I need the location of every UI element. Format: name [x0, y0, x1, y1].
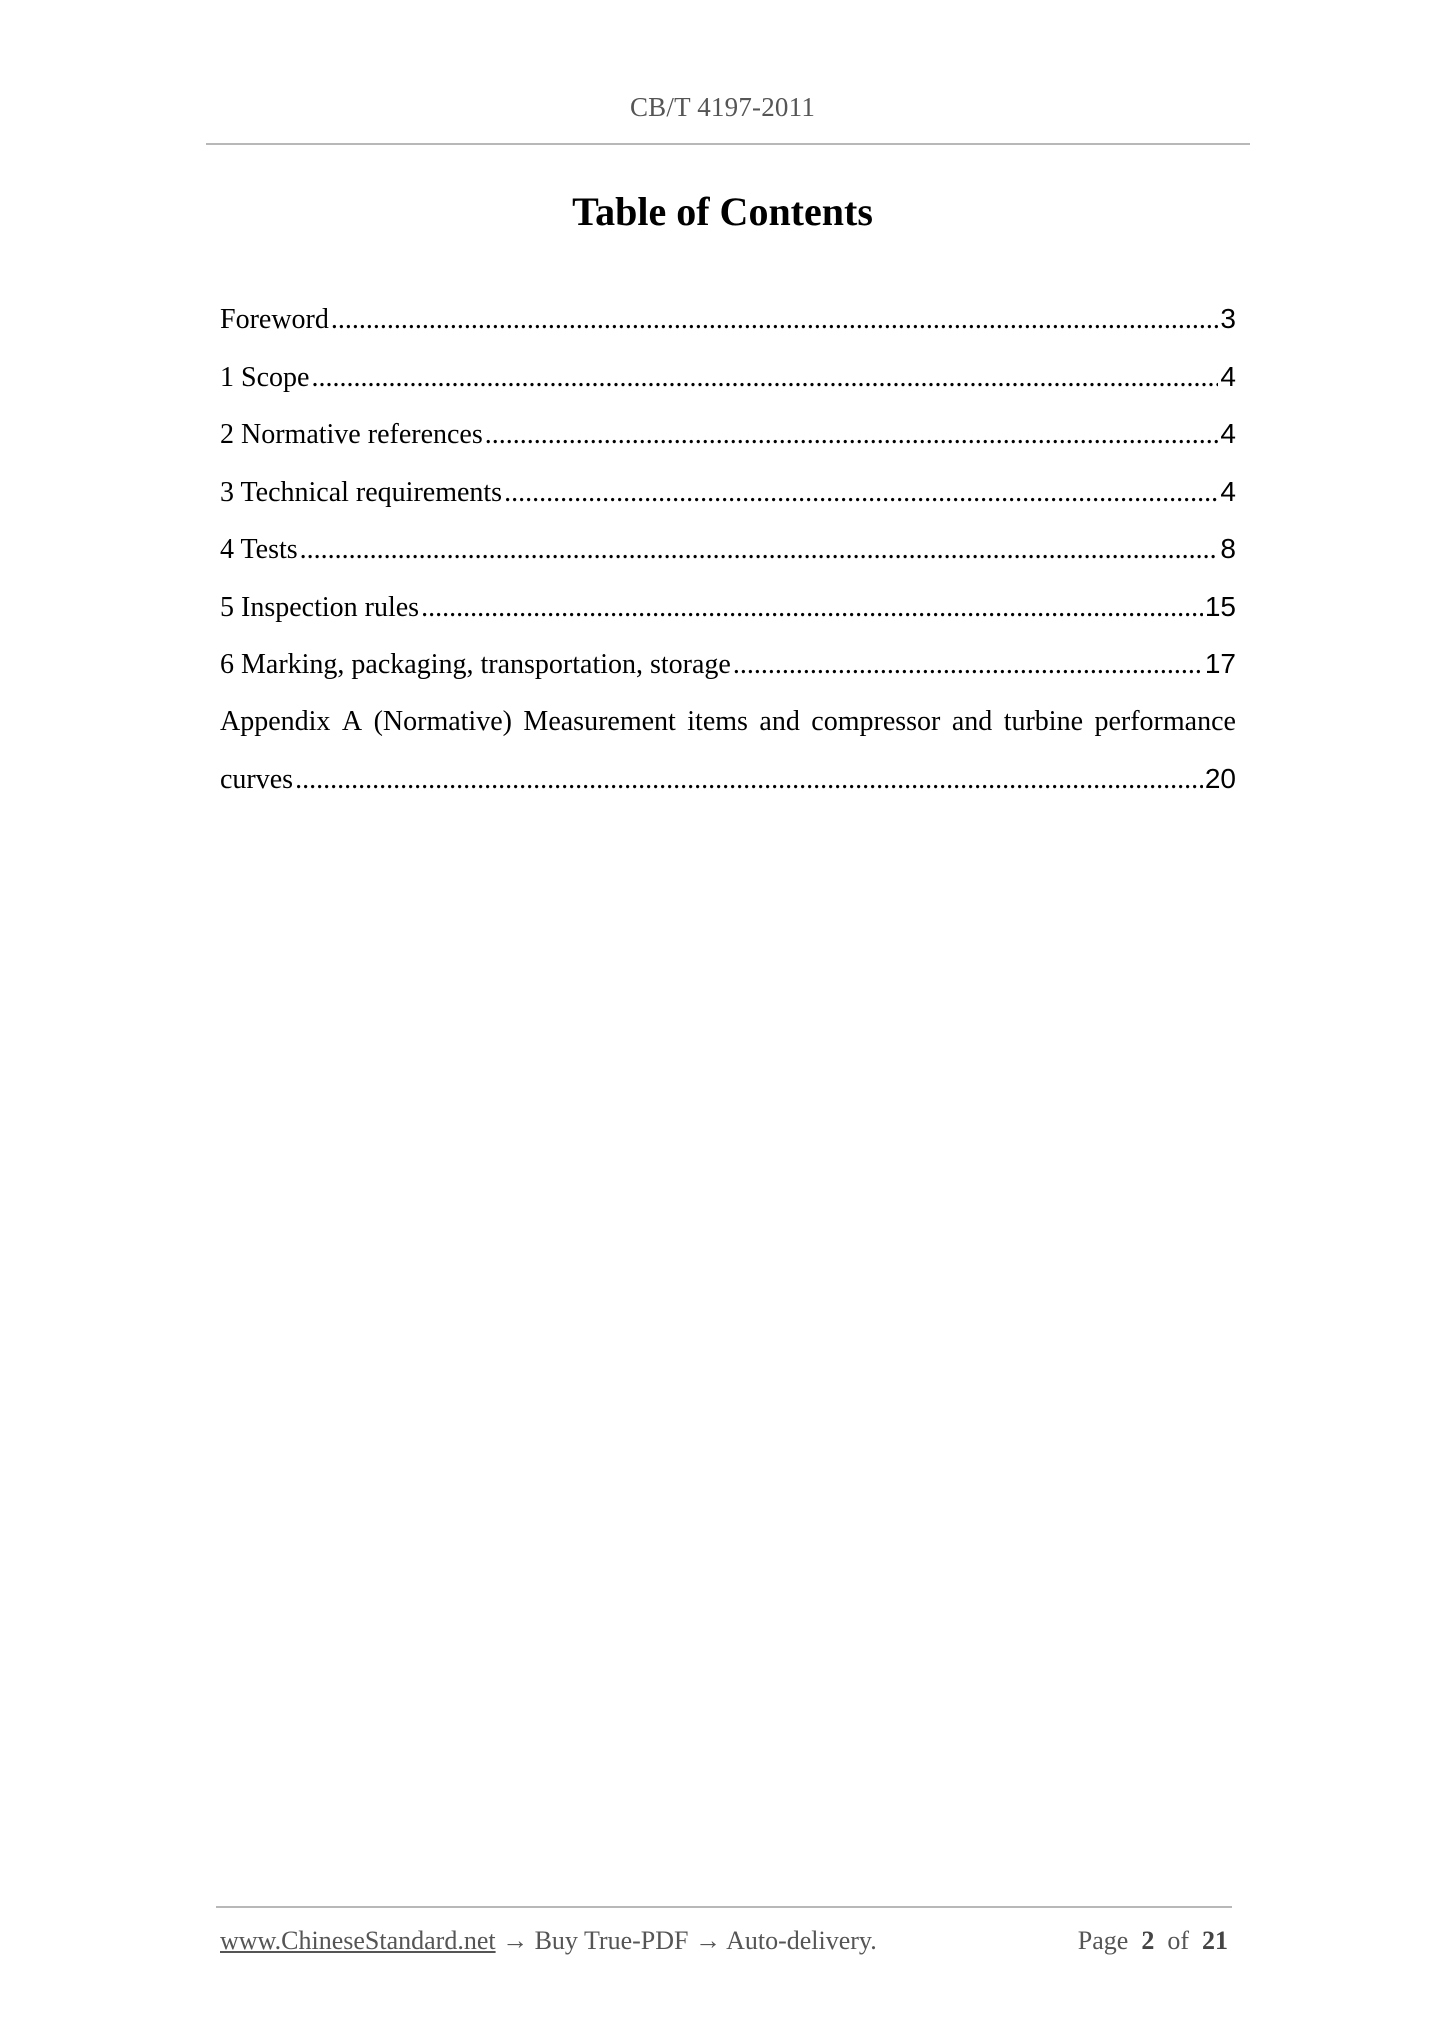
arrow-right-icon: → [695, 1926, 721, 1955]
toc-appendix-word: items [687, 705, 748, 737]
page-total: 21 [1202, 1926, 1228, 1955]
toc-entry-scope[interactable] [220, 348, 1236, 406]
footer-divider [216, 1906, 1232, 1908]
toc-appendix-word: compressor [811, 705, 941, 737]
toc-appendix-word: and [951, 705, 993, 737]
toc-appendix-word: Appendix [220, 705, 331, 737]
toc-appendix-word: Measurement [523, 705, 676, 737]
document-code-header: CB/T 4197-2011 [629, 92, 816, 122]
header-divider [206, 143, 1250, 145]
toc-entry-page: 8 [1220, 533, 1236, 564]
page-current: 2 [1141, 1926, 1155, 1955]
toc-entry-title: 4 Tests [220, 534, 298, 565]
arrow-right-icon: → [502, 1926, 529, 1955]
toc-entry-technical-requirements[interactable] [220, 463, 1236, 521]
toc-entry-page: 17 [1204, 648, 1236, 679]
toc-entry-tests[interactable] [220, 520, 1236, 578]
toc-leader-dots [311, 349, 1218, 407]
toc-entry-page: 4 [1220, 418, 1236, 449]
toc-leader-dots [331, 291, 1219, 349]
toc-entry-title: curves [220, 764, 294, 795]
toc-leader-dots [504, 464, 1218, 522]
toc-entry-page: 15 [1204, 590, 1236, 622]
toc-entry-foreword[interactable] [220, 290, 1236, 348]
toc-entry-inspection-rules[interactable] [220, 578, 1236, 636]
toc-list [220, 290, 1236, 808]
page-label: Page [1077, 1926, 1129, 1955]
toc-entry-marking-packaging[interactable] [220, 635, 1236, 693]
footer-promo [220, 1926, 877, 1956]
toc-leader-dots [300, 521, 1219, 579]
toc-entry-title: 2 Normative references [220, 419, 483, 450]
page-of-label: of [1167, 1926, 1189, 1955]
toc-entry-page: 20 [1204, 763, 1236, 794]
toc-entry-appendix-a-line1[interactable] [220, 693, 1236, 751]
toc-appendix-word: performance [1094, 705, 1236, 737]
toc-entry-title: Foreword [220, 304, 329, 335]
auto-delivery-text: Auto-delivery. [726, 1926, 877, 1955]
toc-leader-dots [295, 751, 1203, 809]
toc-appendix-word: and [759, 705, 800, 737]
toc-entry-title: 5 Inspection rules [220, 591, 420, 623]
toc-appendix-word: (Normative) [373, 705, 512, 737]
site-link[interactable]: www.ChineseStandard.net [220, 1926, 496, 1955]
toc-entry-title: 1 Scope [220, 361, 310, 393]
toc-leader-dots [485, 406, 1219, 464]
buy-true-pdf-text: Buy True-PDF [534, 1926, 689, 1955]
page-indicator [1078, 1926, 1228, 1956]
toc-entry-page: 4 [1220, 360, 1236, 392]
toc-entry-title: 3 Technical requirements [220, 476, 503, 508]
page-footer [220, 1926, 1228, 1956]
toc-appendix-word: A [341, 705, 363, 737]
toc-leader-dots [733, 636, 1203, 694]
toc-heading: Table of Contents [572, 189, 873, 234]
toc-entry-appendix-a-line2[interactable] [220, 750, 1236, 808]
toc-leader-dots [421, 579, 1203, 637]
toc-entry-page: 3 [1220, 303, 1236, 334]
toc-appendix-word: turbine [1003, 705, 1084, 737]
toc-entry-title: 6 Marking, packaging, transportation, storage [220, 649, 731, 680]
toc-entry-page: 4 [1220, 475, 1236, 507]
toc-entry-normative-references[interactable] [220, 405, 1236, 463]
